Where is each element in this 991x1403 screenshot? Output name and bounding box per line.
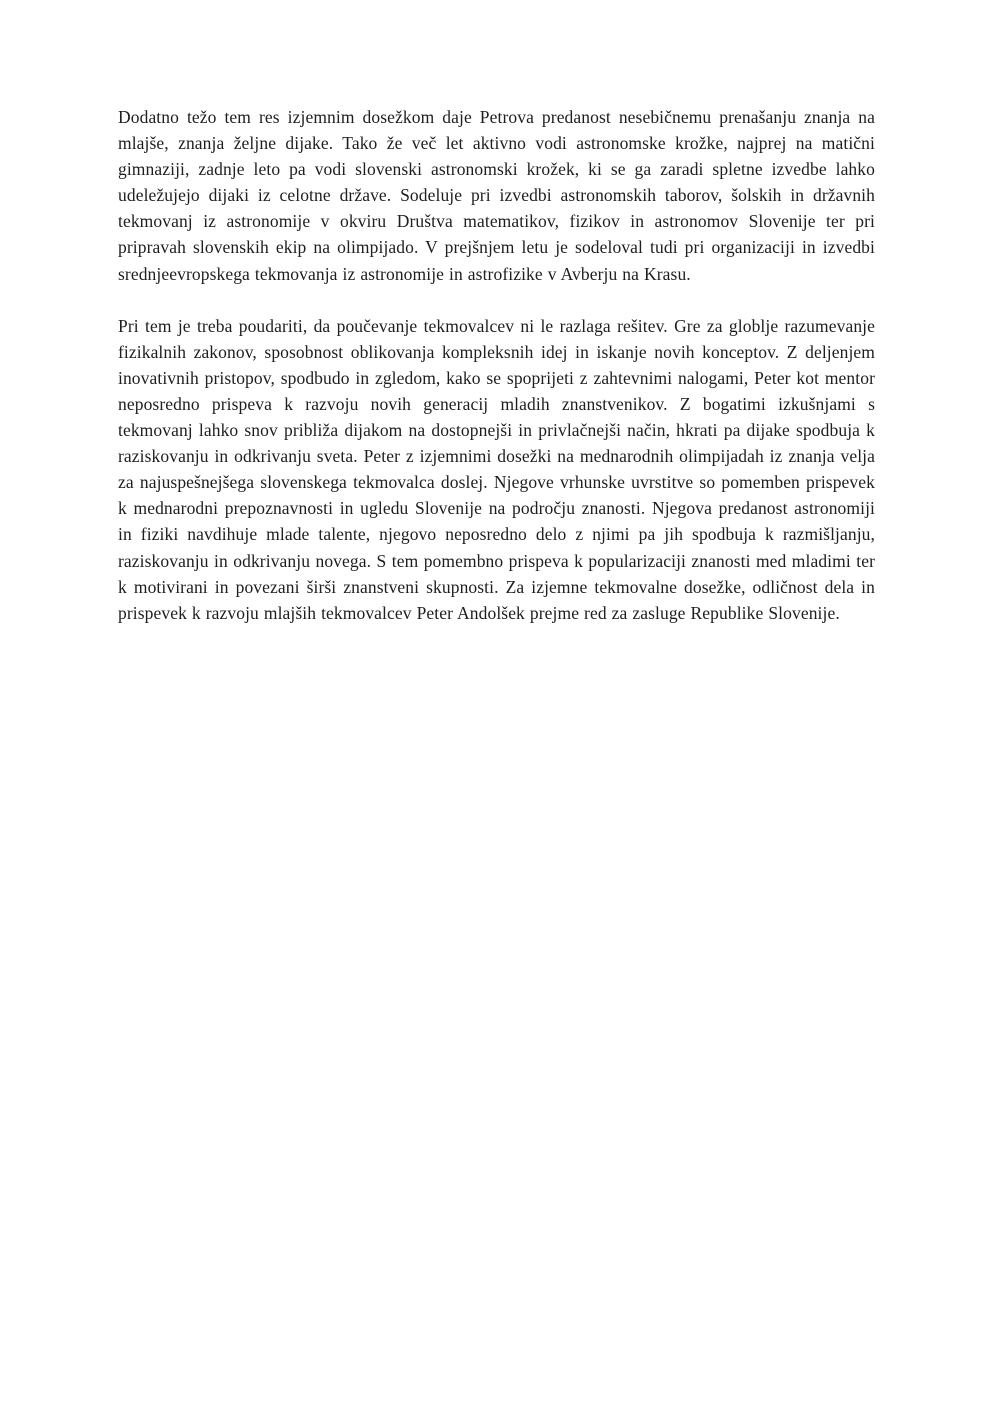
paragraph-2: Pri tem je treba poudariti, da poučevanje tekmovalcev ni le razlaga rešitev. Gre za globlje razumevanje fizikalnih zakonov, sposobnost oblikovanja kompleksnih idej in iskanje novih konceptov. Z deljenjem inovativnih pristopov, spodbudo in zgledom, kako se spoprijeti z zahtevnimi nalogami, Peter kot mentor neposredno prispeva k razvoju novih generacij mladih znanstvenikov. Z bogatimi izkušnjami s tekmovanj lahko snov približa dijakom na dostopnejši in privlačnejši način, hkrati pa dijake spodbuja k raziskovanju in odkrivanju sveta. Peter z izjemnimi dosežki na mednarodnih olimpijadah iz znanja velja za najuspešnejšega slovenskega tekmovalca doslej. Njegove vrhunske uvrstitve so pomemben prispevek k mednarodni prepoznavnosti in ugledu Slovenije na področju znanosti. Njegova predanost astronomiji in fiziki navdihuje mlade talente, njegovo neposredno delo z njimi pa jih spodbuja k razmišljanju, raziskovanju in odkrivanju novega. S tem pomembno prispeva k popularizaciji znanosti med mladimi ter k motivirani in povezani širši znanstveni skupnosti. Za izjemne tekmovalne dosežke, odličnost dela in prispevek k razvoju mlajših tekmovalcev Peter Andolšek prejme red za zasluge Republike Slovenije. <box>118 315 875 623</box>
document-text-block <box>118 104 875 626</box>
paragraph-1: Dodatno težo tem res izjemnim dosežkom daje Petrova predanost nesebičnemu prenašanju znanja na mlajše, znanja željne dijake. Tako že več let aktivno vodi astronomske krožke, najprej na matični gimnaziji, zadnje leto pa vodi slovenski astronomski krožek, ki se ga zaradi spletne izvedbe lahko udeležujejo dijaki iz celotne države. Sodeluje pri izvedbi astronomskih taborov, šolskih in državnih tekmovanj iz astronomije v okviru Društva matematikov, fizikov in astronomov Slovenije ter pri pripravah slovenskih ekip na olimpijado. V prejšnjem letu je sodeloval tudi pri organizaciji in izvedbi srednjeevropskega tekmovanja iz astronomije in astrofizike v Avberju na Krasu. <box>118 107 875 284</box>
